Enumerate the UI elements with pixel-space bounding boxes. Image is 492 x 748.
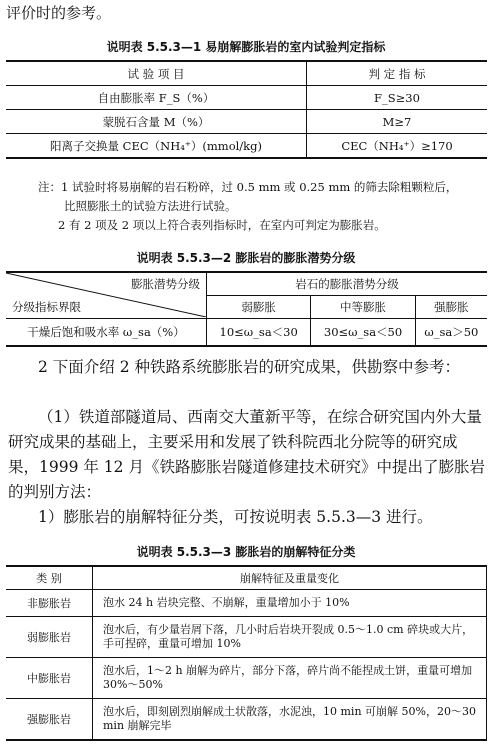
table-row (6, 617, 487, 658)
table-cell: M≥7 (307, 110, 488, 134)
table-cell: 10≤ω_sa＜30 (207, 319, 311, 347)
table-cell: 中膨胀岩 (6, 658, 93, 699)
level-header: 强膨胀 (415, 296, 487, 319)
table-cell: 阳离子交换量 CEC（NH₄⁺）(mmol/kg) (6, 134, 307, 159)
table-cell: 泡水 24 h 岩块完整、不崩解，重量增加小于 10% (93, 590, 487, 617)
row-label: 干燥后饱和吸水率 ω_sa（%） (6, 319, 207, 347)
paragraph-2: 2 下面介绍 2 种铁路系统膨胀岩的研究成果，供勘察中参考： (38, 358, 461, 376)
table2-caption: 说明表 5.5.3—2 膨胀岩的膨胀潜势分级 (136, 251, 356, 265)
paragraph-2-1: （1）铁道部隧道局、西南交大董新平等，在综合研究国内外大量研究成果的基础上，主要采用和发展了铁科院西北分院等的研究成果，1999 年 12 月《铁路膨胀岩隧道修建技术研究》中提出了膨胀岩的判别方法： (8, 408, 485, 501)
table-header-cell: 崩解特征及重量变化 (93, 566, 487, 590)
corner-bottom-label: 分级指标界限 (12, 300, 81, 314)
table-header-cell: 类 别 (6, 566, 93, 590)
table-cell: 弱膨胀岩 (6, 617, 93, 658)
intro-text: 评价时的参考。 (6, 4, 112, 22)
table-cell: 强膨胀岩 (6, 699, 93, 741)
table-header-row (6, 272, 487, 296)
table3 (6, 565, 487, 741)
table-cell: F_S≥30 (307, 86, 488, 110)
group-header: 岩石的膨胀潜势分级 (207, 272, 488, 296)
table-cell: CEC（NH₄⁺）≥170 (307, 134, 488, 159)
table-header-row (6, 61, 487, 86)
table1 (6, 60, 487, 159)
table1-note-1-cont: 比照膨胀土的试验方法进行试验。 (64, 199, 237, 213)
table-cell: 泡水后，有少量岩屑下落，几小时后岩块开裂成 0.5～1.0 cm 碎块或大片，手可捏碎，重量可增加 10% (93, 617, 487, 658)
table-row (6, 699, 487, 741)
level-header: 中等膨胀 (311, 296, 415, 319)
diagonal-header-cell (6, 272, 207, 319)
table-cell: 自由膨胀率 F_S（%） (6, 86, 307, 110)
table3-caption: 说明表 5.5.3—3 膨胀岩的崩解特征分类 (136, 545, 356, 559)
table-cell: 非膨胀岩 (6, 590, 93, 617)
table2 (6, 271, 487, 347)
table-header-cell: 判 定 指 标 (307, 61, 488, 86)
table-cell: 30≤ω_sa＜50 (311, 319, 415, 347)
table-row (6, 110, 487, 134)
table-cell: ω_sa＞50 (415, 319, 487, 347)
table-cell: 泡水后，即刻剧烈崩解成土状散落，水泥浊，10 min 可崩解 50%，20～30 min 崩解完毕 (93, 699, 487, 741)
table-row (6, 86, 487, 110)
corner-top-label: 膨胀潜势分级 (131, 277, 200, 291)
table-cell: 泡水后，1～2 h 崩解为碎片，部分下落，碎片尚不能捏成土饼，重量可增加 30%～50% (93, 658, 487, 699)
table-row (6, 319, 487, 347)
table-row (6, 134, 487, 159)
table1-note-1: 注：1 试验时将易崩解的岩石粉碎，过 0.5 mm 或 0.25 mm 的筛去除粗颗粒后， (38, 180, 458, 194)
paragraph-2-1-1: 1）膨胀岩的崩解特征分类，可按说明表 5.5.3—3 进行。 (38, 508, 433, 526)
table-cell: 蒙脱石含量 M（%） (6, 110, 307, 134)
table1-note-2: 2 有 2 项及 2 项以上符合表列指标时，在室内可判定为膨胀岩。 (58, 218, 386, 232)
table-row (6, 658, 487, 699)
table-row (6, 590, 487, 617)
table-header-row (6, 566, 487, 590)
level-header: 弱膨胀 (207, 296, 311, 319)
table-header-cell: 试 验 项 目 (6, 61, 307, 86)
table1-caption: 说明表 5.5.3—1 易崩解膨胀岩的室内试验判定指标 (106, 40, 386, 54)
